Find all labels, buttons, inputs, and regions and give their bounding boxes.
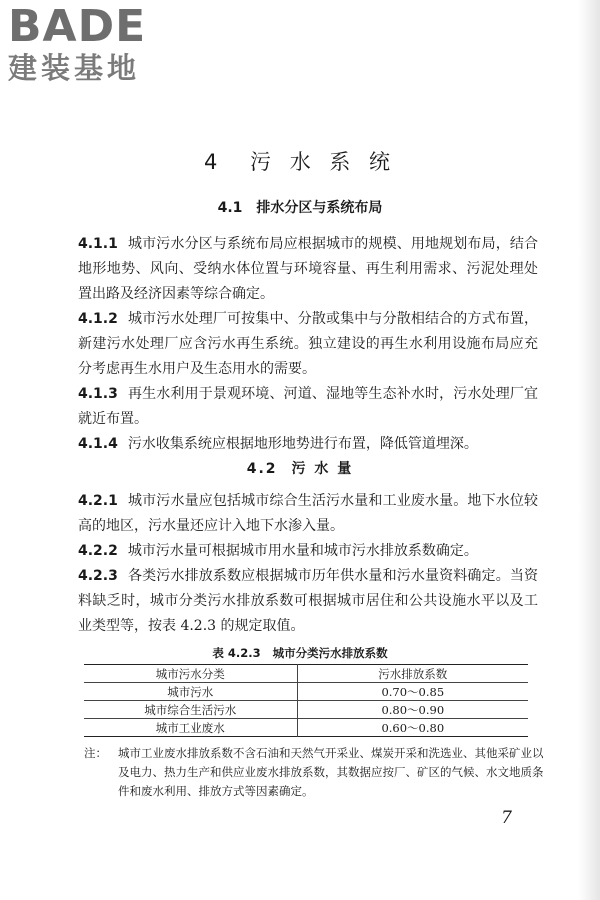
clause-4-2-1: [78, 489, 538, 539]
section-4-2-clauses: [78, 489, 538, 639]
section-4-1-clauses: [78, 232, 538, 457]
table-note: [84, 744, 544, 801]
chapter-number: 4: [203, 150, 224, 174]
logo-subtitle: 建装基地: [8, 51, 141, 85]
clause-4-1-4: [78, 432, 538, 457]
discharge-coefficient-table: [84, 664, 528, 737]
table-header-row: [84, 665, 528, 683]
section-number: 4.2: [246, 461, 278, 477]
clause-4-2-2: [78, 539, 538, 564]
clause-number: 4.2.3: [78, 568, 118, 584]
clause-text: 城市污水量应包括城市综合生活污水量和工业废水量。地下水位较高的地区，污水量还应计入地下水渗入量。: [78, 493, 538, 534]
section-number: 4.1: [217, 200, 243, 216]
table-caption: [0, 645, 600, 661]
logo-mark: BADE: [8, 1, 147, 52]
table-row: [84, 683, 528, 701]
section-name: 排水分区与系统布局: [256, 200, 383, 216]
section-title-4-2: [0, 458, 600, 478]
clause-text: 城市污水处理厂可按集中、分散或集中与分散相结合的方式布置，新建污水处理厂应含污水再生系统。独立建设的再生水利用设施布局应充分考虑再生水用户及生态用水的需要。: [78, 311, 538, 377]
clause-text: 各类污水排放系数应根据城市历年供水量和污水量资料确定。当资料缺乏时，城市分类污水排放系数可根据城市居住和公共设施水平以及工业类型等，按表 4.2.3 的规定取值。: [78, 568, 538, 634]
clause-text: 城市污水量可根据城市用水量和城市污水排放系数确定。: [127, 543, 478, 559]
clause-text: 城市污水分区与系统布局应根据城市的规模、用地规划布局，结合地形地势、风向、受纳水体位置与环境容量、再生利用需求、污泥处理处置出路及经济因素等综合确定。: [78, 236, 538, 302]
section-title-4-1: [0, 197, 600, 217]
chapter-title: [0, 146, 600, 176]
table-header-cell: 污水排放系数: [297, 665, 528, 683]
clause-4-1-3: [78, 382, 538, 432]
clause-4-1-1: [78, 232, 538, 307]
clause-number: 4.1.3: [78, 386, 118, 402]
clause-text: 再生水利用于景观环境、河道、湿地等生态补水时，污水处理厂宜就近布置。: [78, 386, 538, 427]
table-cell: 城市工业废水: [84, 719, 297, 737]
page-number: 7: [501, 808, 512, 828]
table-cell: 0.70～0.85: [297, 683, 528, 701]
table-number: 表 4.2.3: [212, 646, 261, 660]
table-cell: 0.80～0.90: [297, 701, 528, 719]
table-cell: 0.60～0.80: [297, 719, 528, 737]
chapter-name: 污 水 系 统: [250, 150, 397, 174]
page-edge-shadow: [578, 0, 600, 900]
clause-4-2-3: [78, 564, 538, 639]
clause-text: 污水收集系统应根据地形地势进行布置，降低管道埋深。: [127, 436, 478, 452]
clause-4-1-2: [78, 307, 538, 382]
table-row: [84, 701, 528, 719]
section-name: 污 水 量: [291, 461, 354, 477]
note-label: 注：: [84, 746, 107, 760]
table-cell: 城市综合生活污水: [84, 701, 297, 719]
clause-number: 4.2.2: [78, 543, 118, 559]
clause-number: 4.1.1: [78, 236, 118, 252]
clause-number: 4.1.2: [78, 311, 118, 327]
table-title: 城市分类污水排放系数: [272, 646, 388, 660]
clause-number: 4.1.4: [78, 436, 118, 452]
bade-logo: [8, 1, 178, 85]
table-header-cell: 城市污水分类: [84, 665, 297, 683]
table-row: [84, 719, 528, 737]
note-text: 城市工业废水排放系数不含石油和天然气开采业、煤炭开采和洗选业、其他采矿业以及电力、热力生产和供应业废水排放系数，其数据应按厂、矿区的气候、水文地质条件和废水利用、排放方式等因素确定。: [118, 746, 544, 798]
clause-number: 4.2.1: [78, 493, 118, 509]
table-cell: 城市污水: [84, 683, 297, 701]
